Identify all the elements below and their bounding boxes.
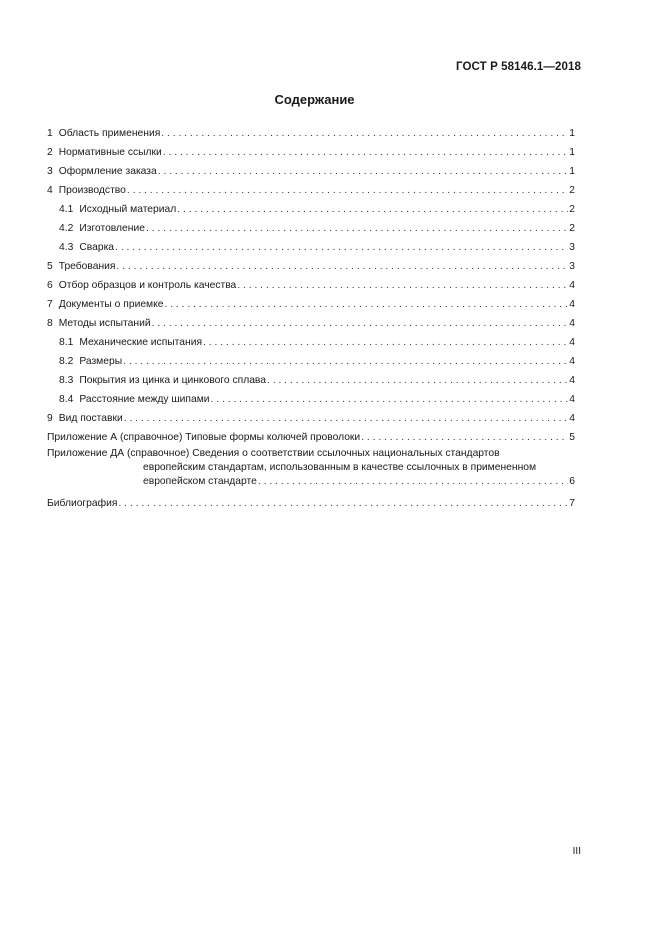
toc-entry-number: 5 [47, 261, 53, 272]
toc-entry[interactable] [47, 197, 575, 216]
toc-entry-page: 5 [569, 432, 575, 443]
toc-entry-label-continued: европейском стандарте [143, 476, 257, 487]
toc-entry-label: Производство [58, 185, 126, 196]
leader-dots [258, 475, 568, 488]
leader-dots [237, 279, 568, 292]
toc-entry-page: 2 [569, 185, 575, 196]
toc-entry-number: 8.1 [59, 337, 74, 348]
toc-entry-page: 4 [569, 280, 575, 291]
page-title: Содержание [274, 92, 355, 107]
toc-entry-page: 1 [569, 147, 575, 158]
toc-entry-page: 4 [569, 375, 575, 386]
toc-entry-label: Документы о приемке [58, 299, 164, 310]
leader-dots [124, 412, 568, 425]
leader-dots [115, 241, 568, 254]
toc-entry-label: Изготовление [79, 223, 145, 234]
toc-entry-label: Оформление заказа [58, 166, 157, 177]
toc-entry-number: 4.3 [59, 242, 74, 253]
leader-dots [164, 298, 568, 311]
toc-entry-page: 3 [569, 242, 575, 253]
toc-entry[interactable] [47, 425, 575, 444]
toc-entry-number: 8.3 [59, 375, 74, 386]
toc-entry-page: 2 [569, 223, 575, 234]
leader-dots [127, 184, 568, 197]
leader-dots [203, 336, 568, 349]
toc-entry-number: 4.2 [59, 223, 74, 234]
toc-entry-number: 8 [47, 318, 53, 329]
toc-entry-label: Приложение ДА (справочное) Сведения о соответствии ссылочных национальных стандартов [47, 448, 500, 459]
toc-entry-label: Нормативные ссылки [58, 147, 162, 158]
toc-entry-page: 4 [569, 356, 575, 367]
toc-entry-number: 2 [47, 147, 53, 158]
toc-entry[interactable] [47, 235, 575, 254]
toc-entry-page: 4 [569, 318, 575, 329]
toc-entry-label: Покрытия из цинка и цинкового сплава [79, 375, 267, 386]
toc-entry-label: Библиография [47, 498, 118, 509]
toc-entry-page: 1 [569, 128, 575, 139]
toc-entry[interactable] [47, 216, 575, 235]
toc-entry[interactable] [47, 159, 575, 178]
toc-entry-label: Расстояние между шипами [79, 394, 210, 405]
toc-entry-page: 2 [569, 204, 575, 215]
toc-entry-label: Область применения [58, 128, 161, 139]
toc-entry-number: 6 [47, 280, 53, 291]
leader-dots [267, 374, 568, 387]
toc-entry-label: Исходный материал [79, 204, 177, 215]
toc-entry-appendix-da[interactable] [47, 447, 575, 488]
toc-entry-label: Механические испытания [79, 337, 203, 348]
toc-entry-number: 8.4 [59, 394, 74, 405]
toc-entry-number: 8.2 [59, 356, 74, 367]
toc-entry[interactable] [47, 273, 575, 292]
toc-entry-number: 1 [47, 128, 53, 139]
leader-dots [146, 222, 568, 235]
toc-entry[interactable] [47, 330, 575, 349]
footer-page-number: III [572, 846, 581, 857]
leader-dots [163, 146, 568, 159]
leader-dots [118, 497, 568, 510]
toc-entry[interactable] [47, 254, 575, 273]
toc-entry-page: 4 [569, 413, 575, 424]
toc-entry[interactable] [47, 292, 575, 311]
toc-entry-label: Вид поставки [58, 413, 123, 424]
standard-code: ГОСТ Р 58146.1—2018 [456, 61, 581, 73]
toc-entry[interactable] [47, 387, 575, 406]
toc-entry-bibliography[interactable] [47, 491, 575, 510]
toc-entry[interactable] [47, 406, 575, 425]
toc-entry-page: 1 [569, 166, 575, 177]
table-of-contents [47, 121, 575, 510]
toc-entry-page: 6 [569, 476, 575, 487]
toc-entry-number: 9 [47, 413, 53, 424]
toc-entry[interactable] [47, 121, 575, 140]
toc-entry[interactable] [47, 368, 575, 387]
toc-entry-label: Сварка [79, 242, 115, 253]
toc-entry-number: 3 [47, 166, 53, 177]
toc-entry-label: Приложение А (справочное) Типовые формы колючей проволоки [47, 432, 361, 443]
toc-entry[interactable] [47, 178, 575, 197]
toc-entry-label: Методы испытаний [58, 318, 151, 329]
toc-entry-page: 3 [569, 261, 575, 272]
toc-entry-label: Отбор образцов и контроль качества [58, 280, 237, 291]
leader-dots [361, 431, 568, 444]
leader-dots [158, 165, 568, 178]
toc-entry[interactable] [47, 349, 575, 368]
leader-dots [161, 127, 568, 140]
toc-entry-page: 4 [569, 299, 575, 310]
toc-entry[interactable] [47, 140, 575, 159]
leader-dots [123, 355, 568, 368]
leader-dots [117, 260, 568, 273]
toc-entry-page: 4 [569, 337, 575, 348]
toc-entry-number: 4.1 [59, 204, 74, 215]
toc-entry-number: 4 [47, 185, 53, 196]
toc-entry-label: Требования [58, 261, 116, 272]
toc-entry-number: 7 [47, 299, 53, 310]
toc-entry-label-continued: европейским стандартам, использованным в качестве ссылочных в примененном [143, 462, 537, 473]
toc-entry[interactable] [47, 311, 575, 330]
toc-entry-page: 7 [569, 498, 575, 509]
toc-entry-label: Размеры [79, 356, 123, 367]
leader-dots [177, 203, 568, 216]
toc-entry-page: 4 [569, 394, 575, 405]
leader-dots [152, 317, 568, 330]
leader-dots [211, 393, 568, 406]
